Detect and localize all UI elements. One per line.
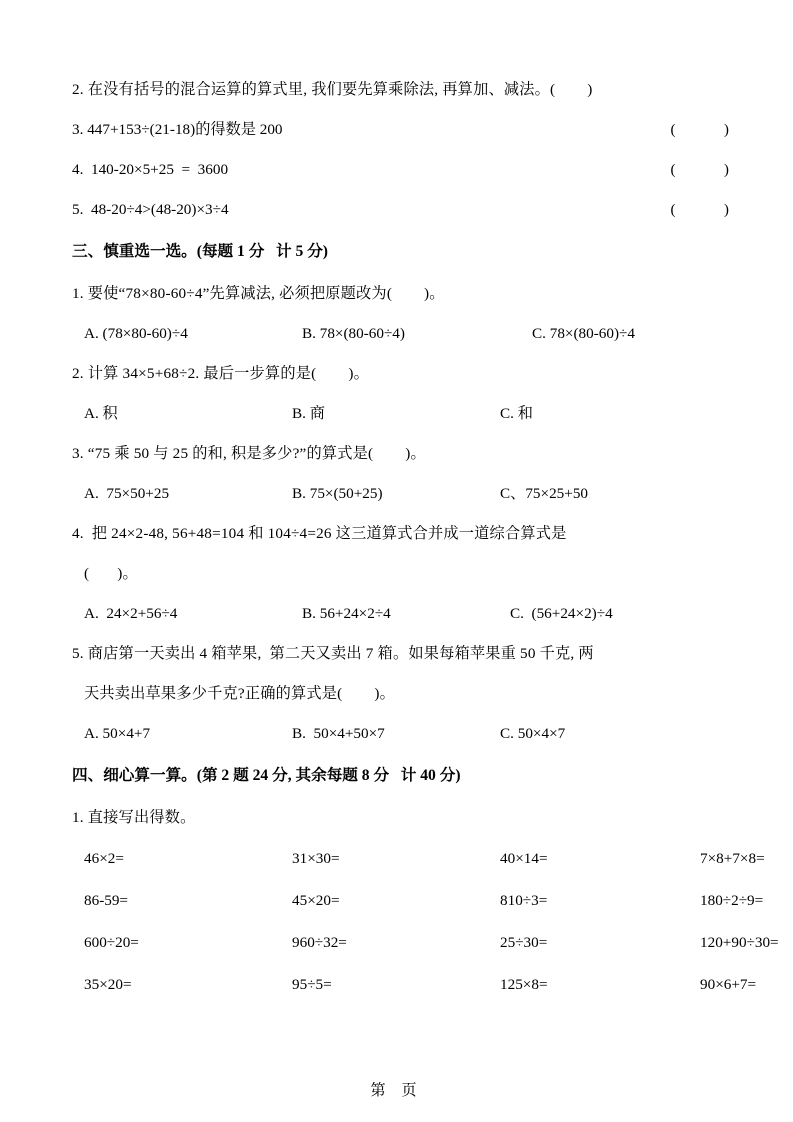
s3-q4-stem-line2[interactable]: ( )。 [84, 565, 138, 582]
tf-item-5-text: 5. 48-20÷4>(48-20)×3÷4 [72, 201, 229, 218]
calc-grid [62, 838, 779, 1006]
s3-q2-stem: 2. 计算 34×5+68÷2. 最后一步算的是( )。 [72, 365, 369, 382]
s3-q3-option-a[interactable]: A. 75×50+25 [84, 485, 170, 502]
s3-q1-option-a[interactable]: A. (78×80-60)÷4 [84, 325, 188, 342]
calc-item[interactable]: 45×20= [292, 892, 340, 909]
calc-item[interactable]: 7×8+7×8= [700, 850, 765, 867]
calc-item[interactable]: 180÷2÷9= [700, 892, 764, 909]
tf-item-5 [62, 190, 731, 230]
s3-q2-options [62, 394, 731, 434]
calc-item[interactable]: 25÷30= [500, 934, 548, 951]
tf-item-3-answer-box[interactable]: ( ) [670, 121, 731, 138]
section-4-heading: 四、细心算一算。(第 2 题 24 分, 其余每题 8 分 计 40 分) [72, 767, 461, 784]
s3-q1-stem: 1. 要使“78×80-60÷4”先算减法, 必须把原题改为( )。 [72, 285, 445, 302]
calc-item[interactable]: 960÷32= [292, 934, 347, 951]
s3-q5-options [62, 714, 731, 754]
s3-q5-option-c[interactable]: C. 50×4×7 [500, 725, 566, 742]
s3-q3-option-c[interactable]: C、75×25+50 [500, 485, 589, 502]
s3-q4-stem: 4. 把 24×2-48, 56+48=104 和 104÷4=26 这三道算式合并成一道综合算式是 [72, 525, 567, 542]
s3-q2-option-c[interactable]: C. 和 [500, 405, 533, 422]
calc-item[interactable]: 40×14= [500, 850, 548, 867]
s3-q2-option-b[interactable]: B. 商 [292, 405, 325, 422]
s3-q1-option-c[interactable]: C. 78×(80-60)÷4 [532, 325, 635, 342]
calc-item[interactable]: 120+90÷30= [700, 934, 779, 951]
calc-item[interactable]: 600÷20= [84, 934, 139, 951]
s3-q5-stem-line2: 天共卖出草果多少千克?正确的算式是( )。 [84, 685, 396, 702]
page-footer: 第 页 [370, 1082, 423, 1099]
s3-q1-options [62, 314, 731, 354]
s3-q5-option-b[interactable]: B. 50×4+50×7 [292, 725, 385, 742]
calc-item[interactable]: 46×2= [84, 850, 124, 867]
s3-q5-option-a[interactable]: A. 50×4+7 [84, 725, 151, 742]
s3-q4-option-c[interactable]: C. (56+24×2)÷4 [510, 605, 613, 622]
s3-q5-stem: 5. 商店第一天卖出 4 箱苹果, 第二天又卖出 7 箱。如果每箱苹果重 50 千克, 两 [72, 645, 594, 662]
calc-item[interactable]: 125×8= [500, 976, 548, 993]
tf-item-4 [62, 150, 731, 190]
calc-item[interactable]: 31×30= [292, 850, 340, 867]
s3-q2-option-a[interactable]: A. 积 [84, 405, 118, 422]
tf-item-3 [62, 110, 731, 150]
s3-q4-option-a[interactable]: A. 24×2+56÷4 [84, 605, 178, 622]
calc-item[interactable]: 95÷5= [292, 976, 332, 993]
s3-q3-stem: 3. “75 乘 50 与 25 的和, 积是多少?”的算式是( )。 [72, 445, 426, 462]
s3-q1-option-b[interactable]: B. 78×(80-60÷4) [302, 325, 405, 342]
tf-item-2: 2. 在没有括号的混合运算的算式里, 我们要先算乘除法, 再算加、减法。( ) [72, 81, 593, 98]
calc-item[interactable]: 810÷3= [500, 892, 548, 909]
calc-item[interactable]: 35×20= [84, 976, 132, 993]
tf-item-4-text: 4. 140-20×5+25 = 3600 [72, 161, 229, 178]
tf-item-4-answer-box[interactable]: ( ) [670, 161, 731, 178]
calc-item[interactable]: 90×6+7= [700, 976, 757, 993]
section-4-subheading: 1. 直接写出得数。 [72, 809, 196, 826]
s3-q3-options [62, 474, 731, 514]
section-3-heading: 三、慎重选一选。(每题 1 分 计 5 分) [72, 243, 328, 260]
tf-item-3-text: 3. 447+153÷(21-18)的得数是 200 [72, 121, 283, 138]
tf-item-5-answer-box[interactable]: ( ) [670, 201, 731, 218]
s3-q4-options [62, 594, 731, 634]
calc-item[interactable]: 86-59= [84, 892, 128, 909]
s3-q3-option-b[interactable]: B. 75×(50+25) [292, 485, 383, 502]
s3-q4-option-b[interactable]: B. 56+24×2÷4 [302, 605, 391, 622]
